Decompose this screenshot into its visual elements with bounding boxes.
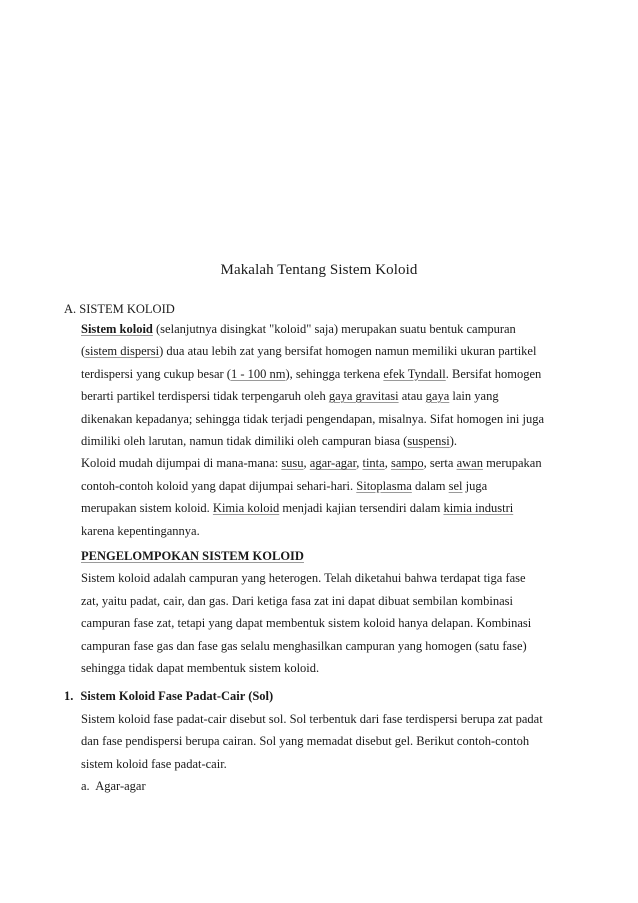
- paragraph-text: atau: [398, 389, 426, 404]
- paragraph-line: [81, 497, 581, 519]
- pengelompokan-line: zat, yaitu padat, cair, dan gas. Dari ketiga fasa zat ini dapat dibuat sembilan kombinasi: [81, 593, 513, 608]
- sol-list-item: a. Agar-agar: [81, 779, 146, 794]
- sol-line: Sistem koloid fase padat-cair disebut sol. Sol terbentuk dari fase terdispersi berupa zat padat: [81, 712, 543, 726]
- paragraph-text: juga: [462, 478, 488, 493]
- term-link[interactable]: awan: [456, 456, 483, 471]
- paragraph-line: [81, 408, 581, 430]
- paragraph-text: karena kepentingannya.: [81, 523, 200, 538]
- paragraph-line: [81, 340, 581, 362]
- pengelompokan-line: Sistem koloid adalah campuran yang heterogen. Telah diketahui bahwa terdapat tiga fase: [81, 571, 526, 586]
- term-link[interactable]: Sitoplasma: [356, 478, 412, 493]
- sol-block: [81, 708, 581, 798]
- paragraph-text: merupakan: [482, 456, 542, 471]
- sol-heading-text: Sistem Koloid Fase Padat-Cair (Sol): [80, 689, 274, 703]
- term-link[interactable]: sel: [448, 478, 463, 493]
- paragraph-text: dalam: [411, 478, 449, 493]
- paragraph-line: [81, 475, 581, 497]
- pengelompokan-heading: PENGELOMPOKAN SISTEM KOLOID: [81, 549, 304, 563]
- paragraph-text: merupakan sistem koloid.: [81, 501, 213, 516]
- sol-line: dan fase pendispersi berupa cairan. Sol yang memadat disebut gel. Berikut contoh-contoh: [81, 734, 530, 749]
- term-link[interactable]: sampo: [390, 456, 424, 471]
- paragraph-line: [81, 363, 581, 385]
- term-link[interactable]: efek Tyndall: [383, 366, 446, 381]
- term-link[interactable]: agar-agar: [309, 456, 357, 471]
- document-title: Makalah Tentang Sistem Koloid: [220, 262, 418, 278]
- paragraph-line: [81, 430, 581, 452]
- term-link[interactable]: gaya gravitasi: [328, 389, 399, 404]
- paragraph-text: dikenakan kepadanya; sehingga tidak terjadi pengendapan, misalnya. Sifat homogen ini juga: [81, 411, 545, 426]
- paragraph-text: , serta: [423, 456, 457, 471]
- term-link[interactable]: suspensi: [407, 433, 450, 448]
- paragraph-line: [81, 520, 581, 542]
- section-a-paragraph: [81, 318, 581, 542]
- paragraph-line: [81, 385, 581, 407]
- paragraph-text: (: [81, 344, 86, 359]
- term-link[interactable]: Kimia koloid: [212, 501, 280, 516]
- paragraph-text: ).: [449, 433, 457, 448]
- paragraph-text: menjadi kajian tersendiri dalam: [279, 501, 444, 516]
- paragraph-text: lain yang: [449, 389, 499, 404]
- paragraph-line: [81, 318, 581, 340]
- term-link[interactable]: sistem dispersi: [85, 344, 160, 359]
- term-link[interactable]: 1 - 100 nm: [230, 366, 286, 381]
- term-link[interactable]: gaya: [425, 389, 450, 404]
- term-link[interactable]: Sistem koloid: [81, 322, 153, 336]
- term-link[interactable]: tinta: [362, 456, 385, 471]
- paragraph-text: ,: [303, 456, 310, 471]
- section-a-heading: A. SISTEM KOLOID: [64, 302, 175, 316]
- paragraph-text: ,: [356, 456, 363, 471]
- paragraph-text: contoh-contoh koloid yang dapat dijumpai sehari-hari.: [81, 478, 357, 493]
- paragraph-text: dimiliki oleh larutan, namun tidak dimiliki oleh campuran biasa (: [81, 433, 408, 448]
- paragraph-text: ,: [384, 456, 391, 471]
- sol-line: sistem koloid fase padat-cair.: [81, 756, 227, 771]
- paragraph-text: berarti partikel terdispersi tidak terpengaruh oleh: [81, 389, 329, 404]
- paragraph-text: . Bersifat homogen: [445, 366, 542, 381]
- paragraph-text: ) dua atau lebih zat yang bersifat homogen namun memiliki ukuran partikel: [159, 344, 537, 359]
- sol-heading: [64, 689, 273, 704]
- paragraph-text: terdispersi yang cukup besar (: [81, 366, 231, 381]
- pengelompokan-line: campuran fase gas dan fase gas selalu menghasilkan campuran yang homogen (satu fase): [81, 638, 527, 653]
- pengelompokan-block: [81, 545, 581, 679]
- term-link[interactable]: susu: [281, 456, 304, 471]
- paragraph-line: [81, 452, 581, 474]
- paragraph-text: (selanjutnya disingkat "koloid" saja) merupakan suatu bentuk campuran: [152, 322, 516, 336]
- paragraph-text: Koloid mudah dijumpai di mana-mana:: [81, 456, 282, 471]
- pengelompokan-line: campuran fase zat, tetapi yang dapat membentuk sistem koloid hanya delapan. Kombinasi: [81, 616, 532, 631]
- term-link[interactable]: kimia industri: [443, 501, 514, 516]
- sol-number: 1.: [64, 689, 74, 703]
- pengelompokan-line: sehingga tidak dapat membentuk sistem koloid.: [81, 660, 320, 675]
- paragraph-text: ), sehingga terkena: [285, 366, 384, 381]
